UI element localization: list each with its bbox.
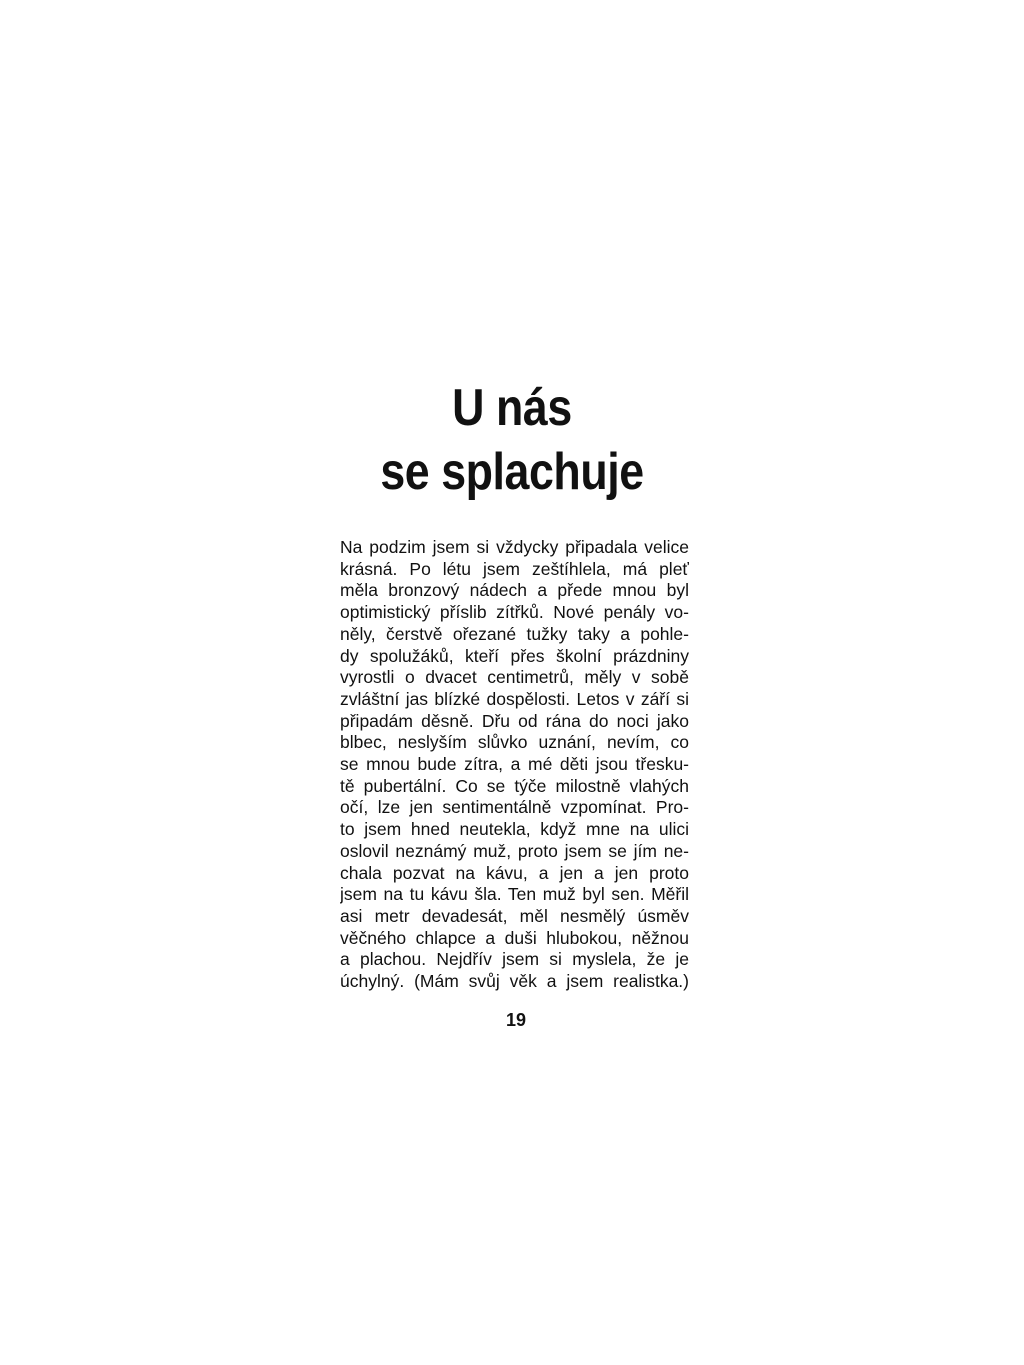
text-line: optimistický příslib zítřků. Nové penály vo-	[340, 602, 689, 623]
text-line: něly, čerstvě ořezané tužky taky a pohle-	[340, 623, 689, 644]
text-line: měla bronzový nádech a přede mnou byl	[340, 580, 689, 601]
chapter-title	[72, 376, 953, 504]
text-line: blbec, neslyším slůvko uznání, nevím, co	[340, 732, 689, 753]
text-line: věčného chlapce a duši hlubokou, něžnou	[340, 927, 689, 948]
text-line: jsem na tu kávu šla. Ten muž byl sen. Měřil	[340, 884, 689, 905]
text-line: vyrostli o dvacet centimetrů, měly v sobě	[340, 667, 689, 688]
text-line: tě pubertální. Co se týče milostně vlahých	[340, 775, 689, 796]
chapter-title-line-2: se splachuje	[380, 443, 644, 501]
text-line: zvláštní jas blízké dospělosti. Letos v září si	[340, 688, 689, 709]
text-line: připadám děsně. Dřu od rána do noci jako	[340, 710, 689, 731]
chapter-title-line-1: U nás	[452, 379, 572, 437]
text-line: Na podzim jsem si vždycky připadala velice	[340, 537, 689, 557]
page-number: 19	[505, 1010, 527, 1030]
text-line: asi metr devadesát, měl nesmělý úsměv	[340, 905, 689, 926]
body-paragraph	[340, 537, 689, 993]
text-line: a plachou. Nejdřív jsem si myslela, že je	[340, 949, 689, 970]
text-line: dy spolužáků, kteří přes školní prázdniny	[340, 645, 689, 666]
text-line: to jsem hned neutekla, když mne na ulici	[340, 819, 689, 840]
text-line: úchylný. (Mám svůj věk a jsem realistka.)	[340, 971, 689, 992]
text-line: se mnou bude zítra, a mé děti jsou třesku-	[340, 754, 689, 775]
text-line: chala pozvat na kávu, a jen a jen proto	[340, 862, 689, 883]
text-line: oslovil neznámý muž, proto jsem se jím ne-	[340, 840, 689, 861]
text-line: krásná. Po létu jsem zeštíhlela, má pleť	[340, 558, 689, 579]
text-line: očí, lze jen sentimentálně vzpomínat. Pro-	[340, 797, 689, 818]
